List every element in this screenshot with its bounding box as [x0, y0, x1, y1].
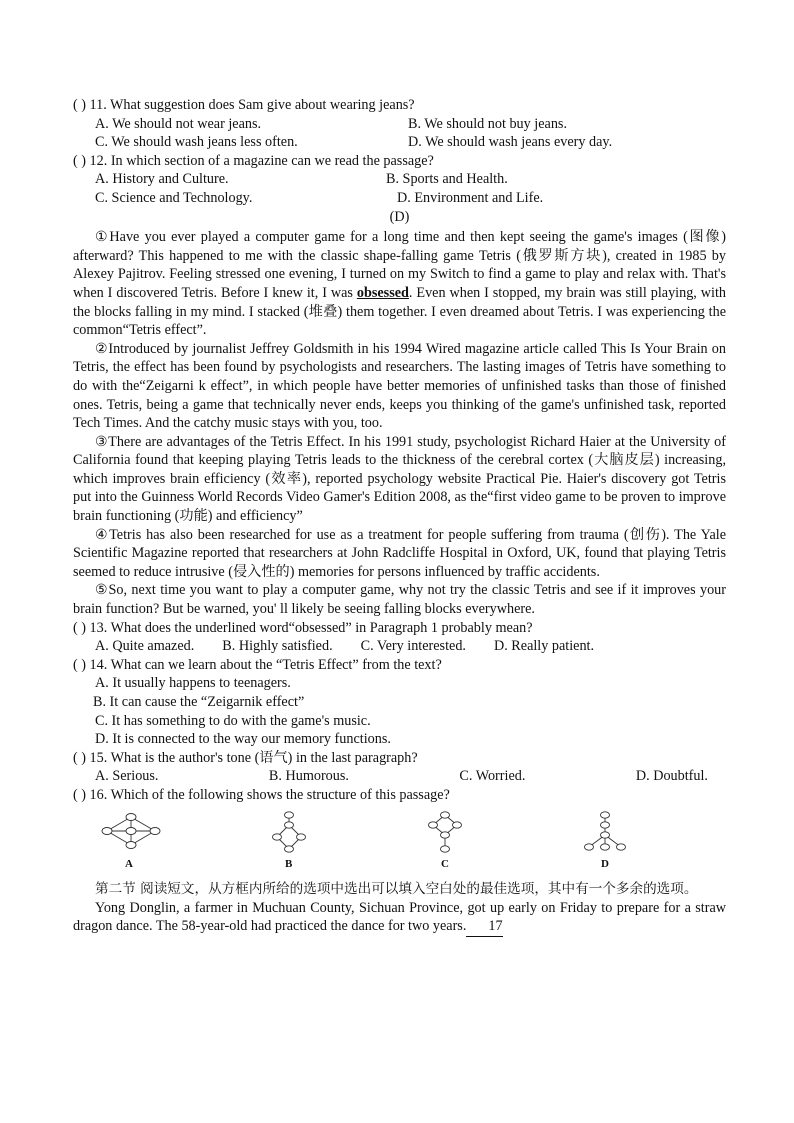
passage-paragraph-2: ②Introduced by journalist Jeffrey Goldsmith in his 1994 Wired magazine article called This Is Your Brain on Tetris, the effect has been found by psychologists and researchers. The lasting images of Tetris have something to do with the“Zeigarni k effect”, in which people have better memories of unfinished tasks than those of finished ones. Tetris, being a game that technically never ends, keeps you thinking of the game's unfinished task, reported Tech Times. And the catchy music stays with you, too.	[73, 340, 726, 432]
q11-option-d: D. We should wash jeans every day.	[408, 134, 613, 151]
final-paragraph	[73, 899, 726, 937]
q11-options-row2	[73, 133, 726, 152]
structure-diagram-c	[425, 811, 465, 870]
q15-stem: ( ) 15. What is the author's tone (语气) in the last paragraph?	[73, 749, 418, 766]
q16-stem: ( ) 16. Which of the following shows the structure of this passage?	[73, 786, 450, 803]
section-label: (D)	[389, 208, 410, 225]
diagram-b-label: B	[285, 857, 293, 870]
diagram-a-label: A	[125, 857, 133, 870]
final-paragraph-body: Yong Donglin, a farmer in Muchuan County, Sichuan Province, got up early on Friday to prepare for a straw dragon dance. The 58-year-old had practiced the dance for two years.	[73, 899, 726, 935]
diagram-d-label: D	[601, 857, 609, 870]
q15-options	[73, 767, 726, 786]
q14-stem: ( ) 14. What can we learn about the “Tetris Effect” from the text?	[73, 656, 442, 673]
final-paragraph-text	[73, 899, 726, 937]
q13-options	[73, 637, 726, 656]
diagram-d-svg	[581, 811, 629, 861]
q15-option-c: C. Worried.	[459, 768, 526, 785]
q13-option-d: D. Really patient.	[493, 638, 595, 655]
q13-option-c: C. Very interested.	[360, 638, 466, 655]
section2-instruction: 第二节 阅读短文，从方框内所给的选项中选出可以填入空白处的最佳选项，其中有一个多余的选项。	[95, 880, 698, 897]
q15-option-a: A. Serious.	[95, 768, 159, 785]
q12-option-d: D. Environment and Life.	[397, 189, 544, 206]
structure-diagrams	[73, 811, 726, 875]
q14-option-b: B. It can cause the “Zeigarnik effect”	[93, 694, 305, 710]
q11-options-row1	[73, 115, 726, 134]
q15-option-d: D. Doubtful.	[635, 768, 708, 785]
diagram-b-svg	[269, 811, 309, 861]
q11-option-b: B. We should not buy jeans.	[408, 115, 567, 132]
underlined-word-obsessed: obsessed	[356, 284, 409, 301]
q12-stem: ( ) 12. In which section of a magazine can we read the passage?	[73, 152, 434, 169]
diagram-a-svg	[99, 811, 163, 861]
q13-option-b: B. Highly satisfied.	[222, 638, 333, 655]
q14-option-c: C. It has something to do with the game's music.	[95, 712, 371, 729]
q12-option-a: A. History and Culture.	[95, 171, 229, 188]
q12-option-b: B. Sports and Health.	[386, 171, 508, 188]
q13-option-a: A. Quite amazed.	[95, 638, 195, 655]
q14-option-a: A. It usually happens to teenagers.	[95, 675, 291, 692]
q13-stem: ( ) 13. What does the underlined word“obsessed” in Paragraph 1 probably mean?	[73, 619, 533, 636]
p1-text-before: ①Have you ever played a computer game for a long time and then kept seeing the game's images (图像) afterward? This happened to me with the classic shape-falling game Tetris (俄罗斯方块), created in 1985 by Alexey Pajitrov. Feeling stressed one evening, I turned on my Switch to find a game to play and relax with. That's when I discovered Tetris. Before I knew it, I was	[73, 229, 726, 301]
diagram-c-svg	[425, 811, 465, 861]
q14-option-d: D. It is connected to the way our memory functions.	[95, 731, 391, 748]
passage-paragraph-4: ④Tetris has also been researched for use as a treatment for people suffering from trauma (创伤). The Yale Scientific Magazine reported that researchers at John Radcliffe Hospital in Oxford, UK, found that playing Tetris seemed to reduce intrusive (侵入性的) memories for persons influenced by traffic accidents.	[73, 526, 726, 580]
q15-option-b: B. Humorous.	[268, 768, 349, 785]
structure-diagram-a	[99, 811, 163, 870]
q12-option-c: C. Science and Technology.	[95, 189, 253, 206]
passage	[73, 228, 726, 618]
structure-diagram-d	[581, 811, 629, 870]
q11-option-c: C. We should wash jeans less often.	[95, 134, 298, 151]
q12-options-row1	[73, 170, 726, 189]
blank-17: 17	[466, 917, 502, 937]
passage-paragraph-3: ③There are advantages of the Tetris Effect. In his 1991 study, psychologist Richard Haier at the University of California found that keeping playing Tetris leads to the thickness of the cerebral cortex (大脑皮层) increasing, which improves brain efficiency (效率), reported psychology website Practical Pie. Haier's discovery got Tetris put into the Guinness World Records Video Gamer's Edition 2008, as the“first video game to be proven to improve brain functioning (功能) and efficiency”	[73, 433, 726, 525]
structure-diagram-b	[269, 811, 309, 870]
q11-stem: ( ) 11. What suggestion does Sam give about wearing jeans?	[73, 97, 415, 113]
passage-paragraph-5: ⑤So, next time you want to play a computer game, why not try the classic Tetris and see if it improves your brain function? But be warned, you' ll likely be seeing falling blocks everywhere.	[73, 582, 726, 618]
q11-option-a: A. We should not wear jeans.	[95, 115, 262, 132]
passage-paragraph-1	[73, 228, 726, 340]
diagram-c-label: C	[441, 857, 449, 870]
q12-options-row2	[73, 189, 726, 208]
document-page	[73, 96, 726, 937]
p1-text-after: . Even when I stopped, my brain was still playing, with the blocks falling in my mind. I stacked (堆叠) them together. I even dreamed about Tetris. I was experiencing the common“Tetris effect”.	[73, 284, 727, 339]
